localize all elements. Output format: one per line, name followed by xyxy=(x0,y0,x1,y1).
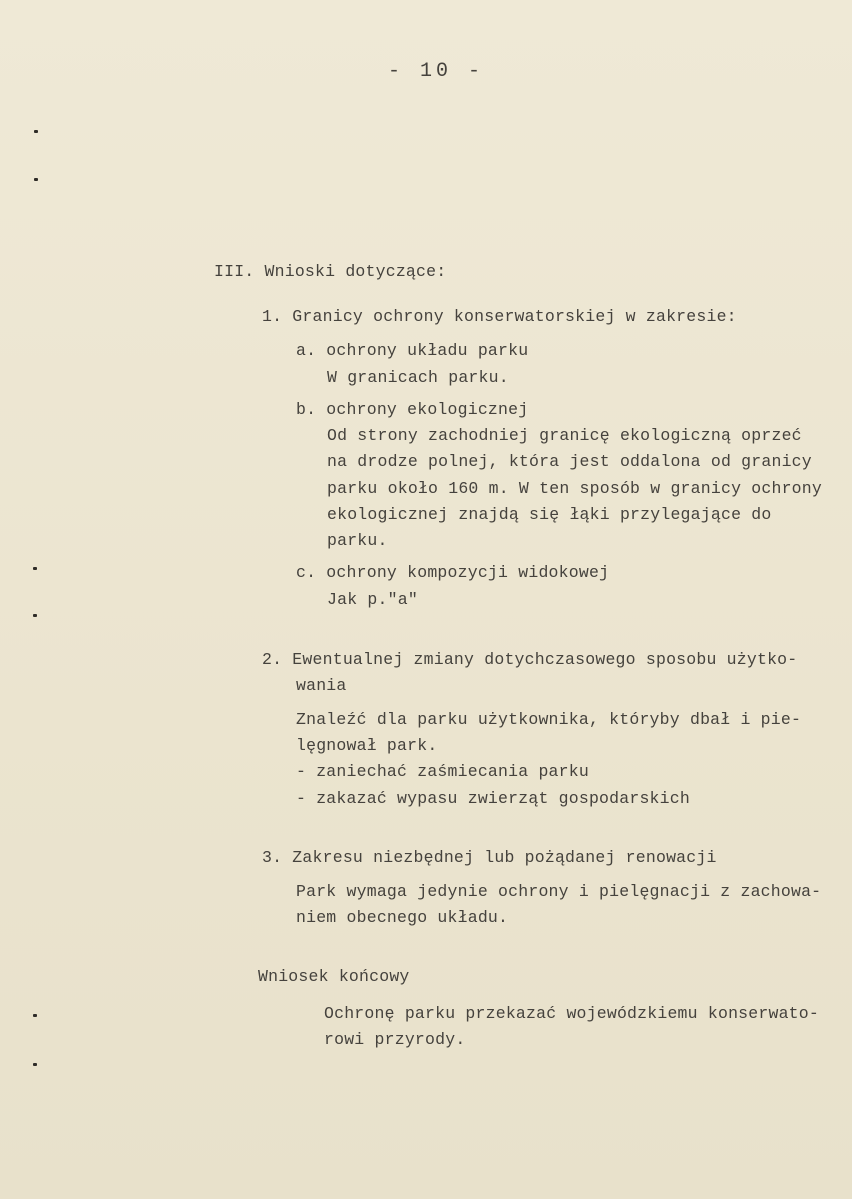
margin-mark xyxy=(33,614,37,617)
item1b-line: parku około 160 m. W ten sposób w granicy ochrony xyxy=(327,479,822,498)
margin-mark xyxy=(33,567,37,570)
item1c-text: Jak p."a" xyxy=(327,590,418,609)
item3-title: 3. Zakresu niezbędnej lub pożądanej renowacji xyxy=(262,848,717,867)
item1b-line: na drodze polnej, która jest oddalona od granicy xyxy=(327,452,812,471)
item2-bullet: - zakazać wypasu zwierząt gospodarskich xyxy=(296,789,690,808)
item1b-line: parku. xyxy=(327,531,388,550)
conclusion-heading: Wniosek końcowy xyxy=(258,967,410,986)
margin-mark xyxy=(33,1063,37,1066)
item2-title: wania xyxy=(296,676,347,695)
conclusion-line: Ochronę parku przekazać wojewódzkiemu konserwato- xyxy=(324,1004,819,1023)
conclusion-line: rowi przyrody. xyxy=(324,1030,466,1049)
section-heading: III. Wnioski dotyczące: xyxy=(214,262,447,281)
page-number: - 10 - xyxy=(388,60,485,83)
item1b-line: Od strony zachodniej granicę ekologiczną oprzeć xyxy=(327,426,802,445)
margin-mark xyxy=(34,130,38,133)
item1c-label: c. ochrony kompozycji widokowej xyxy=(296,563,610,582)
item1a-text: W granicach parku. xyxy=(327,368,509,387)
item1b-label: b. ochrony ekologicznej xyxy=(296,400,529,419)
margin-mark xyxy=(33,1014,37,1017)
item2-line: lęgnował park. xyxy=(296,736,438,755)
item2-title: 2. Ewentualnej zmiany dotychczasowego sposobu użytko- xyxy=(262,650,798,669)
margin-mark xyxy=(34,178,38,181)
item1b-line: ekologicznej znajdą się łąki przylegające do xyxy=(327,505,772,524)
item2-bullet: - zaniechać zaśmiecania parku xyxy=(296,762,589,781)
item1a-label: a. ochrony układu parku xyxy=(296,341,529,360)
item2-line: Znaleźć dla parku użytkownika, któryby dbał i pie- xyxy=(296,710,802,729)
item3-line: Park wymaga jedynie ochrony i pielęgnacji z zachowa- xyxy=(296,882,822,901)
item3-line: niem obecnego układu. xyxy=(296,908,509,927)
item1-title: 1. Granicy ochrony konserwatorskiej w zakresie: xyxy=(262,307,737,326)
